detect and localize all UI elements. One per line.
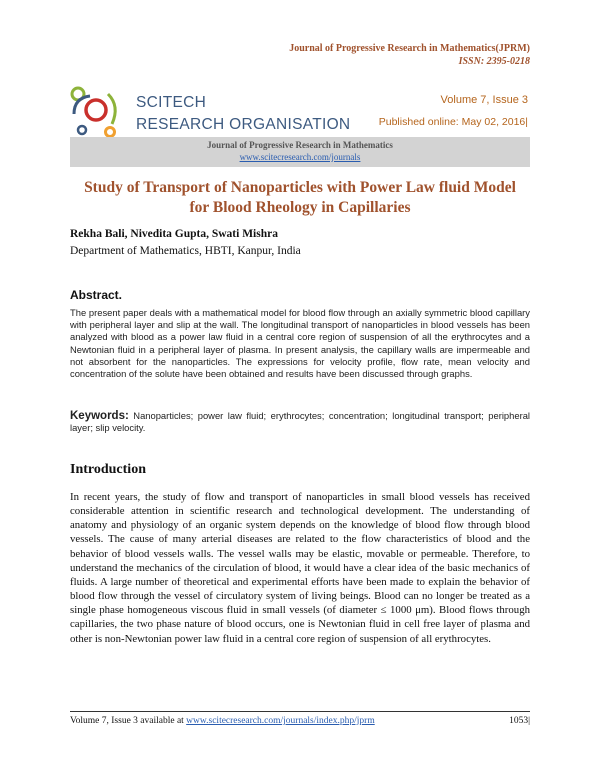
page-number: 1053| xyxy=(509,716,530,726)
journal-header xyxy=(289,42,530,68)
journal-name: Journal of Progressive Research in Mathematics(JPRM) xyxy=(289,43,530,54)
keywords xyxy=(70,410,530,434)
footer-journal-link[interactable]: www.scitecresearch.com/journals/index.php/jprm xyxy=(186,716,375,726)
abstract-heading: Abstract. xyxy=(70,288,123,302)
published-date: Published online: May 02, 2016| xyxy=(378,116,528,128)
abstract-text: The present paper deals with a mathematical model for blood flow through an axially symmetric blood capillary with peripheral layer and slip at the wall. The longitudinal transport of nanoparticles in blood vessels has been analyzed with blood as a power law fluid in a central core region of suspension of all the erythrocytes and a Newtonian fluid in a peripheral layer of plasma. In present analysis, the capillary walls are impermeable and not absorbent for the nanoparticles. The expressions for velocity profile, flow rate, mean velocity and concentration of the solute have been obtained and results have been discussed through graphs. xyxy=(70,307,530,380)
banner-title: Journal of Progressive Research in Mathematics xyxy=(207,140,393,150)
keywords-text: Nanoparticles; power law fluid; erythrocytes; concentration; longitudinal transport; peripheral layer; slip velocity. xyxy=(70,410,530,434)
footer-availability xyxy=(70,716,375,726)
journal-issn: ISSN: 2395-0218 xyxy=(458,56,530,67)
footer-prefix: Volume 7, Issue 3 available at xyxy=(70,716,187,726)
organisation-name xyxy=(136,92,350,136)
organisation-line2: RESEARCH ORGANISATION xyxy=(136,116,351,133)
paper-title xyxy=(70,178,530,218)
banner-url-link[interactable]: www.scitecresearch.com/journals xyxy=(239,152,361,162)
introduction-text: In recent years, the study of flow and transport of nanoparticles in small blood vessels has received considerable attention in scientific research and technological development. The understanding of anatomy and physiology of an organic system depends on the knowledge of blood flow through blood vessels. The cause of many arterial diseases are related to the flow characteristics of blood and the behavior of blood vessels walls. The vessel walls may be elastic, movable or permeable. Therefore, to understand the mechanics of the circulation of blood, it would have a clear idea of the basic mechanics of fluids. A large number of theoretical and experimental efforts have been made to explain the behavior of blood flow through the vessel of circulatory system of living beings. Blood can no longer be treated as a single phase homogeneous viscous fluid in small vessels (of diameter ≤ 1000 μm). Blood flows through capillaries, the two phase nature of blood occurs, one is Newtonian fluid in cell free layer of plasma and other is non-Newtonian power law fluid in a central core region of suspension of all erythrocytes. xyxy=(70,491,530,645)
paper-authors: Rekha Bali, Nivedita Gupta, Swati Mishra xyxy=(70,228,278,240)
footer-divider xyxy=(70,711,530,712)
paper-title-line1: Study of Transport of Nanoparticles with Power Law fluid Model xyxy=(84,179,516,196)
keywords-label: Keywords: xyxy=(70,410,129,422)
paper-title-line2: for Blood Rheology in Capillaries xyxy=(189,199,411,216)
volume-issue: Volume 7, Issue 3 xyxy=(440,94,528,106)
scitech-logo-icon xyxy=(68,84,124,140)
paper-affiliation: Department of Mathematics, HBTI, Kanpur, India xyxy=(70,245,301,257)
introduction-heading: Introduction xyxy=(70,462,146,477)
journal-banner xyxy=(70,137,530,167)
organisation-line1: SCITECH xyxy=(136,94,207,111)
